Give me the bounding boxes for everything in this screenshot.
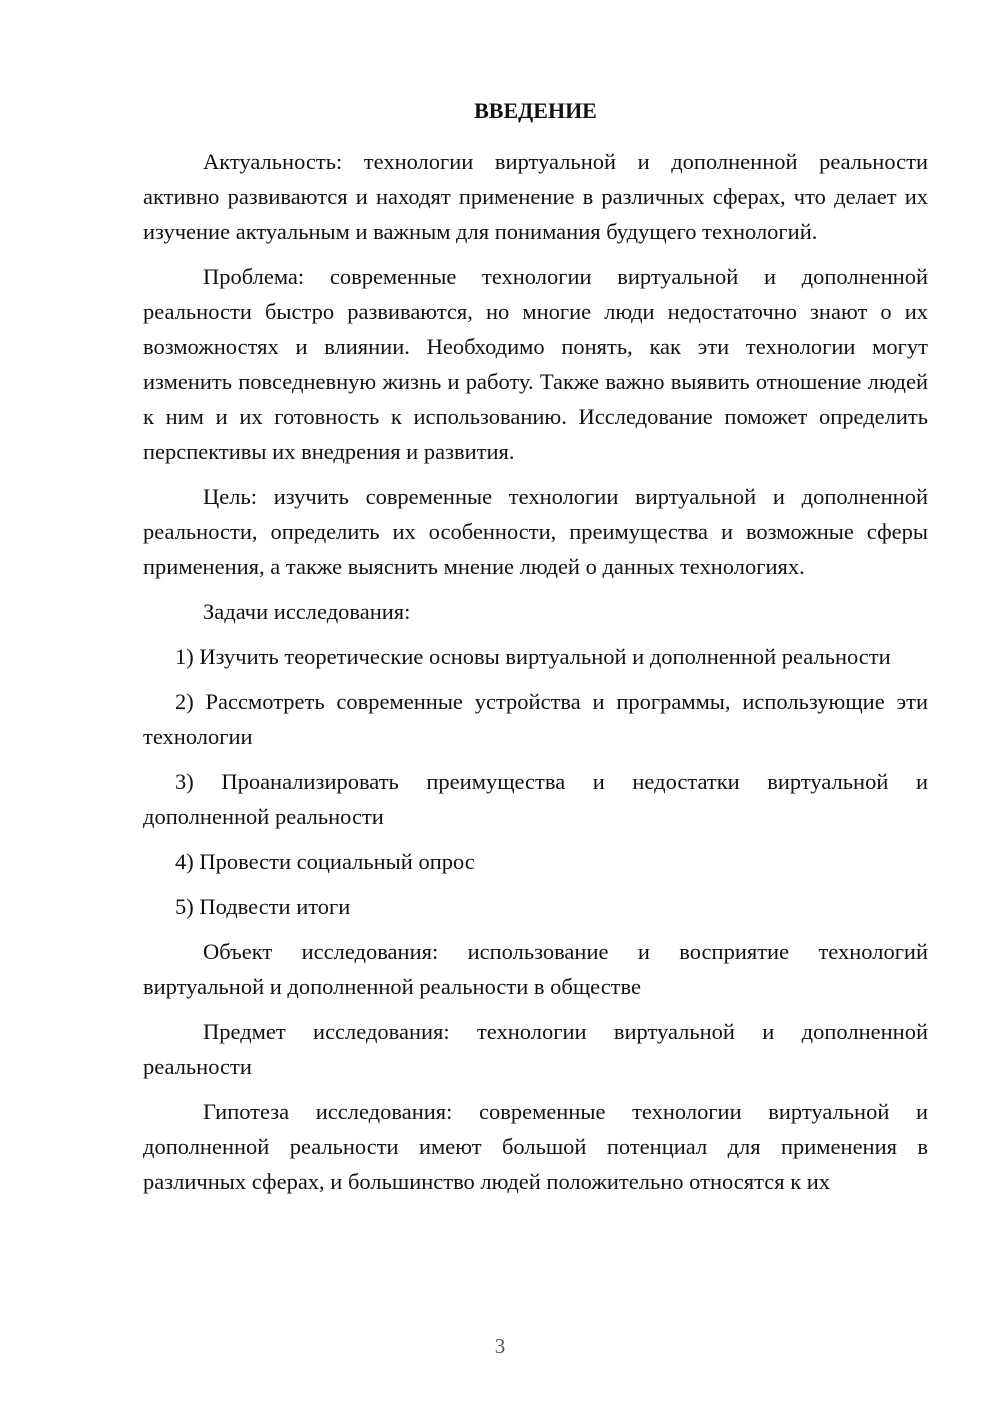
paragraph-problem: Проблема: современные технологии виртуальной и дополненной реальности быстро развиваются, но многие люди недостаточно знают о их возможностях и влиянии. Необходимо понять, как эти технологии могут изменить повседневную жизнь и работу. Также важно выявить отношение людей к ним и их готовность к использованию. Исследование поможет определить перспективы их внедрения и развития. xyxy=(143,264,928,464)
paragraph-subject: Предмет исследования: технологии виртуальной и дополненной реальности xyxy=(143,1019,928,1079)
paragraph-tasks-heading: Задачи исследования: xyxy=(203,599,411,624)
document-page xyxy=(143,96,928,1209)
page-number: 3 xyxy=(494,1334,506,1358)
task-item-3: 3) Проанализировать преимущества и недостатки виртуальной и дополненной реальности xyxy=(143,769,928,829)
paragraph-hypothesis: Гипотеза исследования: современные технологии виртуальной и дополненной реальности имеют большой потенциал для применения в различных сферах, и большинство людей положительно относятся к их xyxy=(143,1099,928,1194)
task-item-1: 1) Изучить теоретические основы виртуальной и дополненной реальности xyxy=(175,644,891,669)
task-item-2: 2) Рассмотреть современные устройства и программы, использующие эти технологии xyxy=(143,689,928,749)
paragraph-object: Объект исследования: использование и восприятие технологий виртуальной и дополненной реальности в обществе xyxy=(143,939,928,999)
paragraph-relevance: Актуальность: технологии виртуальной и дополненной реальности активно развиваются и находят применение в различных сферах, что делает их изучение актуальным и важным для понимания будущего технологий. xyxy=(143,149,928,244)
task-item-5: 5) Подвести итоги xyxy=(175,894,351,919)
document-title: ВВЕДЕНИЕ xyxy=(474,98,597,123)
paragraph-goal: Цель: изучить современные технологии виртуальной и дополненной реальности, определить их особенности, преимущества и возможные сферы применения, а также выяснить мнение людей о данных технологиях. xyxy=(143,484,928,579)
task-item-4: 4) Провести социальный опрос xyxy=(175,849,475,874)
